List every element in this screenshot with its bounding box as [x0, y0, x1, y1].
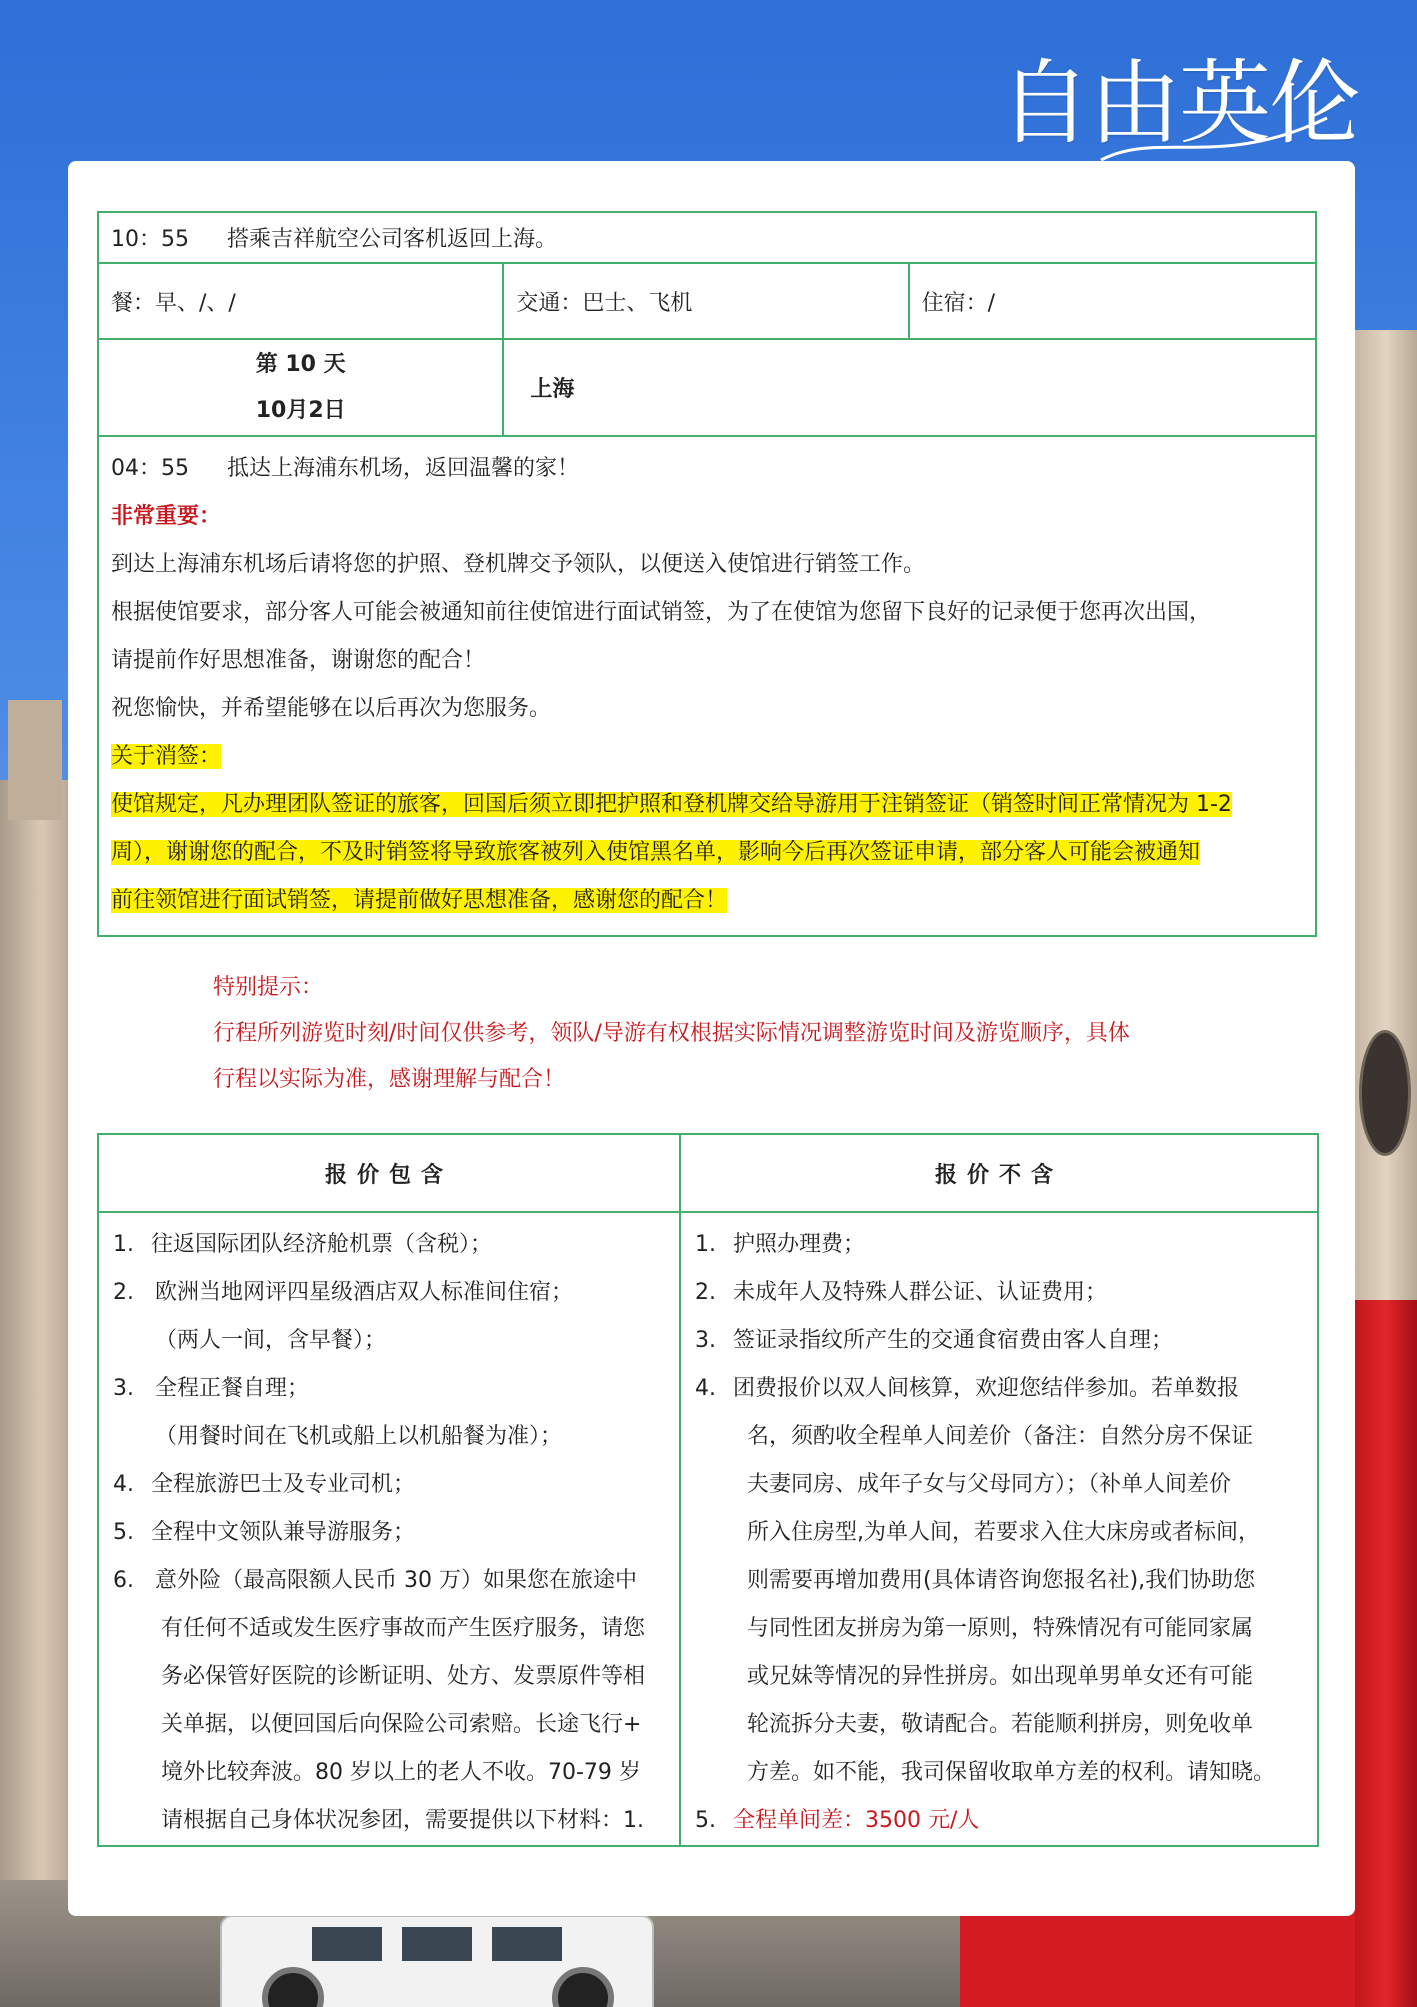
single-room-supplement: 全程单间差：3500 元/人 — [733, 1808, 980, 1833]
included-cell — [98, 1212, 680, 1846]
item-text: 夫妻同房、成年子女与父母同方）；（补单人间差价 — [747, 1472, 1232, 1497]
arrival-time: 04：55 — [111, 456, 189, 481]
visa-line-text: 周），谢谢您的配合，不及时销签将导致旅客被列入使馆黑名单，影响今后再次签证申请，部分客人可能会被通知 — [111, 840, 1201, 865]
excluded-cell — [680, 1212, 1318, 1846]
included-header: 报价包含 — [98, 1134, 680, 1212]
notice-paragraph: 根据使馆要求，部分客人可能会被通知前往使馆进行面试销签，为了在使馆为您留下良好的记录便于您再次出国， — [111, 600, 1212, 625]
schedule-table — [97, 211, 1317, 937]
visa-title: 关于消签： — [111, 744, 222, 769]
notice-paragraph: 祝您愉快，并希望能够在以后再次为您服务。 — [111, 696, 552, 721]
price-table — [97, 1133, 1319, 1847]
item-text: 名，须酌收全程单人间差价（备注：自然分房不保证 — [747, 1424, 1254, 1449]
info-row — [98, 263, 1316, 339]
item-number: 2. — [695, 1280, 716, 1305]
item-text: 全程旅游巴士及专业司机； — [151, 1472, 416, 1497]
flight-row — [98, 212, 1316, 263]
item-text: 欧洲当地网评四星级酒店双人标准间住宿； — [155, 1280, 574, 1305]
item-text: 与同性团友拼房为第一原则，特殊情况有可能同家属 — [747, 1616, 1254, 1641]
item-text: 则需要再增加费用(具体请咨询您报名社),我们协助您 — [747, 1568, 1256, 1593]
important-title: 非常重要： — [111, 504, 222, 529]
city-cell: 上海 — [503, 339, 1316, 436]
item-text: 未成年人及特殊人群公证、认证费用； — [733, 1280, 1108, 1305]
bus-window — [312, 1927, 382, 1961]
item-text: 有任何不适或发生医疗事故而产生医疗服务，请您 — [161, 1616, 646, 1641]
price-header-row — [98, 1134, 1318, 1212]
bus-wheel — [262, 1967, 324, 2007]
day-cell — [98, 339, 503, 436]
item-number: 4. — [695, 1376, 716, 1401]
item-number: 1. — [113, 1232, 134, 1257]
included-item — [99, 1221, 679, 1269]
item-text: 关单据，以便回国后向保险公司索赔。长途飞行+ — [161, 1712, 642, 1737]
included-item — [99, 1269, 679, 1365]
item-text: 签证录指纹所产生的交通食宿费由客人自理； — [733, 1328, 1174, 1353]
item-text: 全程中文领队兼导游服务； — [151, 1520, 416, 1545]
item-text: 境外比较奔波。80 岁以上的老人不收。70-79 岁 — [161, 1760, 641, 1785]
excluded-item — [681, 1221, 1317, 1269]
item-number: 4. — [113, 1472, 134, 1497]
bus-window — [492, 1927, 562, 1961]
visa-title-line — [111, 733, 1303, 781]
item-text: 请根据自己身体状况参团，需要提供以下材料：1. — [161, 1808, 644, 1833]
included-item — [99, 1365, 679, 1461]
visa-line-text: 前往领馆进行面试销签，请提前做好思想准备，感谢您的配合！ — [111, 888, 728, 913]
item-text: 全程正餐自理； — [155, 1376, 310, 1401]
day-label: 第 10 天 — [255, 351, 346, 377]
flight-text: 搭乘吉祥航空公司客机返回上海。 — [227, 227, 558, 252]
item-number: 1. — [695, 1232, 716, 1257]
visa-line-text: 使馆规定，凡办理团队签证的旅客，回国后须立即把护照和登机牌交给导游用于注销签证（销签时间正常情况为 1-2 — [111, 792, 1232, 817]
bus-window — [402, 1927, 472, 1961]
item-number: 2. — [113, 1280, 134, 1305]
day-date: 10月2日 — [255, 397, 346, 423]
included-item — [99, 1461, 679, 1509]
day-header-row — [98, 339, 1316, 436]
lodging-cell: 住宿：/ — [909, 263, 1316, 339]
arrival-line — [111, 445, 1303, 493]
item-text: 方差。如不能，我司保留收取单方差的权利。请知晓。 — [747, 1760, 1276, 1785]
logo-text: 自由英伦 — [998, 50, 1359, 157]
building-left — [0, 780, 70, 2007]
item-number: 5. — [695, 1808, 716, 1833]
item-text: 所入住房型,为单人间，若要求入住大床房或者标间， — [747, 1520, 1260, 1545]
item-number: 6. — [113, 1568, 134, 1593]
clock-face — [1359, 1030, 1411, 1156]
tips-line: 行程以实际为准，感谢理解与配合！ — [213, 1067, 566, 1092]
visa-line — [111, 829, 1303, 877]
item-text: 或兄妹等情况的异性拼房。如出现单男单女还有可能 — [747, 1664, 1254, 1689]
notice-paragraph: 请提前作好思想准备，谢谢您的配合！ — [111, 648, 486, 673]
visa-line — [111, 877, 1303, 925]
transport-cell: 交通：巴士、飞机 — [503, 263, 908, 339]
item-text: 护照办理费； — [733, 1232, 866, 1257]
special-tips — [213, 965, 1233, 1103]
item-text: 务必保管好医院的诊断证明、处方、发票原件等相 — [161, 1664, 646, 1689]
excluded-list — [681, 1221, 1317, 1845]
item-text: 轮流拆分夫妻，敬请配合。若能顺利拼房，则免收单 — [747, 1712, 1254, 1737]
item-text: （用餐时间在飞机或船上以机船餐为准）； — [155, 1424, 563, 1449]
item-text: 意外险（最高限额人民币 30 万）如果您在旅途中 — [155, 1568, 637, 1593]
excluded-item — [681, 1269, 1317, 1317]
day-body-cell — [98, 436, 1316, 936]
day-body-row — [98, 436, 1316, 936]
red-phone-box — [1355, 1300, 1417, 2007]
tips-line: 行程所列游览时刻/时间仅供参考，领队/导游有权根据实际情况调整游览时间及游览顺序，具体 — [213, 1021, 1130, 1046]
excluded-item — [681, 1365, 1317, 1797]
bus-wheel — [552, 1967, 614, 2007]
price-content-row — [98, 1212, 1318, 1846]
visa-line — [111, 781, 1303, 829]
excluded-item — [681, 1317, 1317, 1365]
item-number: 5. — [113, 1520, 134, 1545]
item-text: （两人一间，含早餐）； — [155, 1328, 387, 1353]
bus — [220, 1915, 654, 2007]
flight-cell — [98, 212, 1316, 263]
tips-title: 特别提示： — [213, 975, 324, 1000]
meal-cell: 餐：早、/、/ — [98, 263, 503, 339]
excluded-item — [681, 1797, 1317, 1845]
included-item — [99, 1557, 679, 1845]
included-list — [99, 1221, 679, 1845]
item-number: 3. — [695, 1328, 716, 1353]
item-number: 3. — [113, 1376, 134, 1401]
building-tower — [8, 700, 62, 820]
red-phone-booth — [960, 1900, 1360, 2007]
excluded-header: 报价不含 — [680, 1134, 1318, 1212]
notice-paragraph: 到达上海浦东机场后请将您的护照、登机牌交予领队，以便送入使馆进行销签工作。 — [111, 552, 926, 577]
item-text: 团费报价以双人间核算，欢迎您结伴参加。若单数报 — [733, 1376, 1240, 1401]
arrival-text: 抵达上海浦东机场，返回温馨的家！ — [227, 456, 580, 481]
flight-time: 10：55 — [111, 227, 189, 252]
item-text: 往返国际团队经济舱机票（含税）； — [151, 1232, 493, 1257]
itinerary-card — [68, 161, 1355, 1916]
included-item — [99, 1509, 679, 1557]
brand-logo — [979, 20, 1359, 170]
